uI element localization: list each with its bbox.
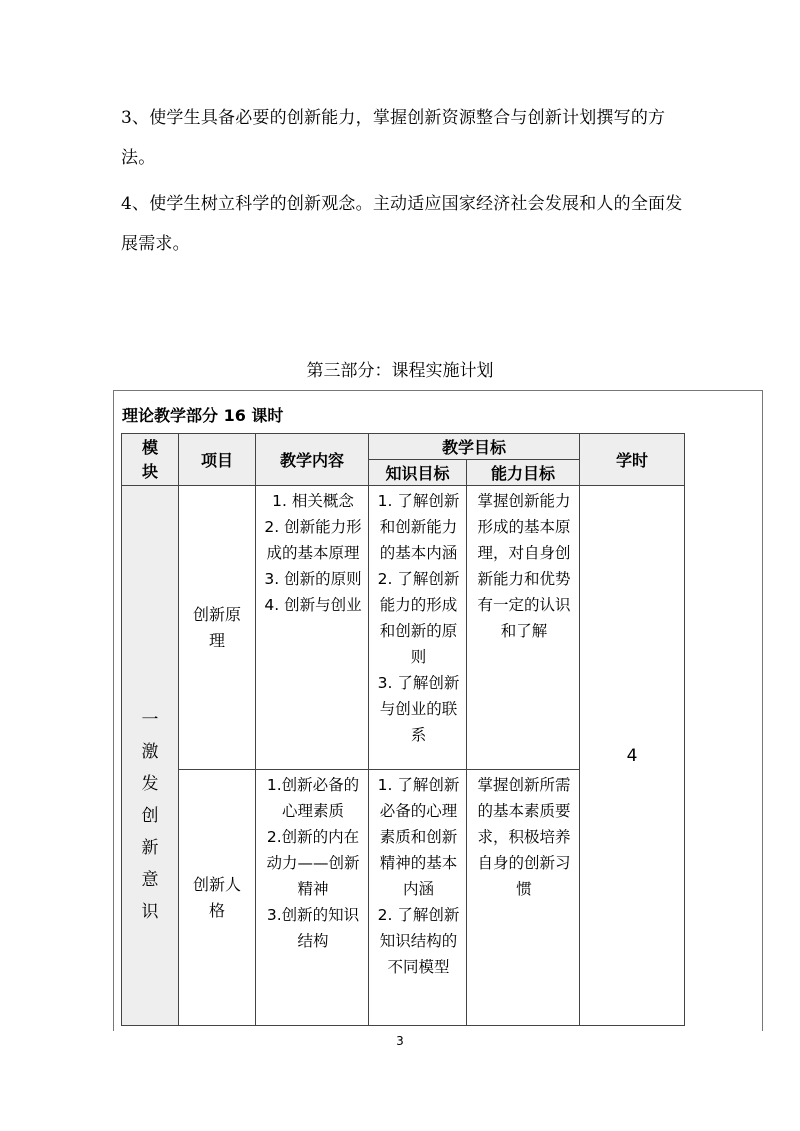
list-item: 2.创新的内在动力——创新精神	[266, 828, 360, 898]
list-item: 3.创新的知识结构	[266, 906, 360, 950]
course-plan-table	[121, 433, 685, 1026]
content-cell	[256, 770, 369, 1026]
list-item: 2. 创新能力形成的基本原理	[264, 518, 362, 562]
list-item: 1. 相关概念	[272, 492, 354, 510]
header-module: 模块	[122, 434, 179, 486]
ability-cell: 掌握创新所需的基本素质要求，积极培养自身的创新习惯	[467, 770, 580, 1026]
content-cell	[256, 486, 369, 770]
knowledge-cell	[369, 770, 467, 1026]
objective-paragraph-3: 3、使学生具备必要的创新能力，掌握创新资源整合与创新计划撰写的方法。	[121, 108, 666, 168]
list-item: 2. 了解创新知识结构的不同模型	[377, 906, 460, 976]
table-title: 理论教学部分 16 课时	[122, 406, 284, 425]
hours-cell: 4	[580, 486, 685, 1026]
knowledge-cell	[369, 486, 467, 770]
module-cell: 一激发创新意识	[122, 486, 179, 1026]
section-title: 第三部分：课程实施计划	[306, 361, 494, 381]
list-item: 4. 创新与创业	[264, 596, 362, 614]
table-row	[122, 486, 685, 770]
header-ability: 能力目标	[467, 460, 580, 486]
header-content: 教学内容	[256, 434, 369, 486]
list-item: 1. 了解创新和创新能力的基本内涵	[377, 492, 460, 562]
list-item: 3. 创新的原则	[264, 570, 362, 588]
list-item: 2. 了解创新能力的形成和创新的原则	[377, 570, 460, 666]
header-hours: 学时	[580, 434, 685, 486]
ability-cell: 掌握创新能力形成的基本原理，对自身创新能力和优势有一定的认识和了解	[467, 486, 580, 770]
list-item: 1.创新必备的心理素质	[266, 776, 360, 820]
header-knowledge: 知识目标	[369, 460, 467, 486]
page-number: 3	[396, 1034, 404, 1048]
list-item: 1. 了解创新必备的心理素质和创新精神的基本内涵	[377, 776, 460, 898]
project-cell: 创新原理	[179, 486, 256, 770]
objective-paragraph-4: 4、使学生树立科学的创新观念。主动适应国家经济社会发展和人的全面发展需求。	[121, 194, 683, 254]
header-goals: 教学目标	[369, 434, 580, 460]
header-project: 项目	[179, 434, 256, 486]
list-item: 3. 了解创新与创业的联系	[377, 674, 460, 744]
course-plan-frame	[113, 390, 763, 1031]
project-cell: 创新人格	[179, 770, 256, 1026]
